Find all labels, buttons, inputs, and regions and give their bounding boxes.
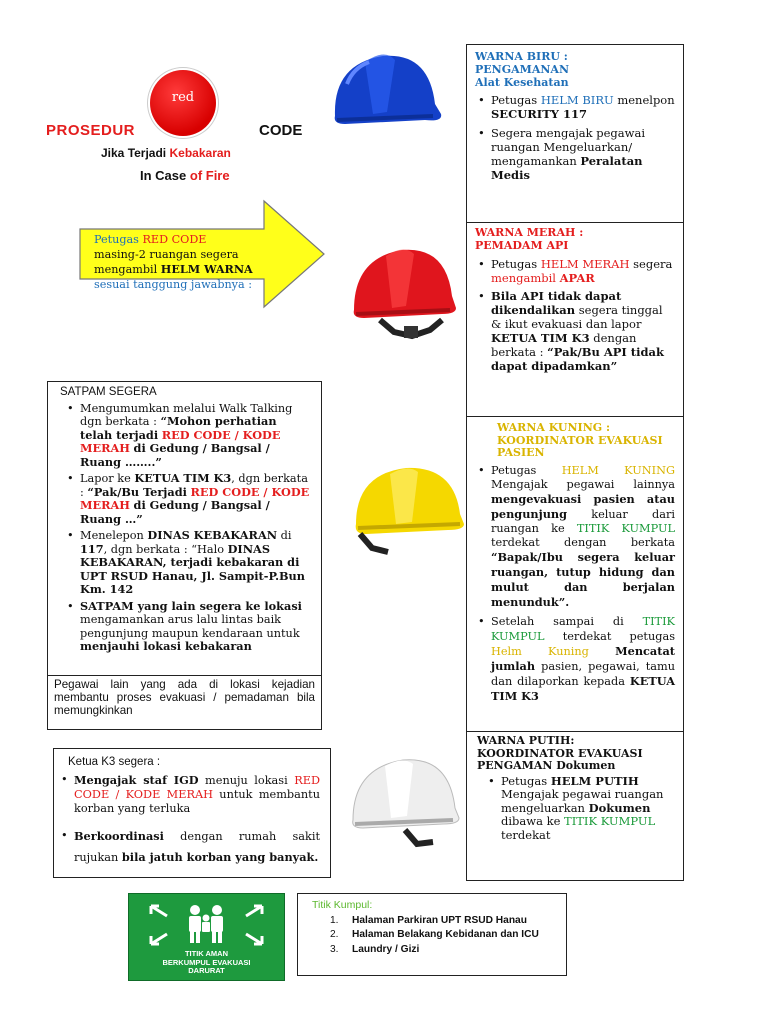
yellow-heading-1: WARNA KUNING :: [497, 421, 611, 434]
titik-kumpul-box: [297, 893, 567, 976]
white-helmet-box: [466, 731, 684, 881]
white-heading-2: KOORDINATOR EVAKUASI: [477, 746, 643, 760]
sign-line-2: BERKUMPUL EVAKUASI: [162, 957, 251, 967]
blue-helmet-icon: [325, 44, 445, 134]
list-item: 1. Halaman Parkiran UPT RSUD Hanau: [330, 914, 527, 926]
list-item: • Petugas HELM BIRU menelpon SECURITY 117: [491, 93, 675, 121]
blue-helmet-box: [466, 44, 684, 224]
red-helmet-icon: [346, 240, 461, 350]
yellow-heading-2: KOORDINATOR EVAKUASI PASIEN: [497, 433, 663, 459]
list-item: • Mengajak staf IGD menuju lokasi RED CODE / KODE MERAH untuk membantu korban yang terluka: [74, 773, 320, 816]
blue-heading-1: WARNA BIRU :: [475, 50, 568, 63]
titik-heading: Titik Kumpul:: [312, 899, 373, 911]
list-item: • Setelah sampai di TITIK KUMPUL terdekat petugas Helm Kuning Mencatat jumlah pasien, pegawai, tamu dan dilaporkan kepada KETUA TIM K3: [491, 615, 675, 704]
title-code: CODE: [259, 122, 303, 139]
list-item: 2. Halaman Belakang Kebidanan dan ICU: [330, 929, 539, 940]
blue-heading-3: Alat Kesehatan: [475, 76, 569, 89]
list-item: • Menelepon DINAS KEBAKARAN di 117, dgn berkata : “Halo DINAS KEBAKARAN, terjadi kebakaran di UPT RSUD Hanau, Jl. Sampit-P.Bun Km. 142: [80, 529, 311, 597]
sign-line-1: TITIK AMAN: [184, 949, 229, 958]
list-item: • Segera mengajak pegawai ruangan Mengeluarkan/ mengamankan Peralatan Medis: [491, 126, 675, 182]
sign-line-3: DARURAT: [188, 966, 225, 975]
yellow-helmet-icon: [350, 462, 468, 562]
yellow-helmet-box: [466, 416, 684, 734]
list-item: • Mengumumkan melalui Walk Talking dgn berkata : “Mohon perhatian telah terjadi RED CODE / KODE MERAH di Gedung / Bangsal / Ruang ……..”: [80, 402, 311, 470]
satpam-heading: SATPAM SEGERA: [60, 386, 157, 398]
list-item: • SATPAM yang lain segera ke lokasi mengamankan arus lalu lintas baik pengunjung maupun kendaraan untuk menjauhi lokasi kebakaran: [80, 600, 311, 654]
title-prosedur: PROSEDUR: [46, 122, 136, 139]
list-item: 3. Laundry / Gizi: [330, 943, 420, 955]
red-badge: [150, 70, 216, 136]
list-item: • Petugas HELM PUTIH Mengajak pegawai ruangan mengeluarkan Dokumen dibawa ke TITIK KUMPUL terdekat: [501, 775, 675, 843]
list-item: • Petugas HELM MERAH segera mengambil APAR: [491, 257, 675, 285]
assembly-people-icon: [129, 896, 284, 950]
list-item: • Lapor ke KETUA TIM K3, dgn berkata : “Pak/Bu Terjadi RED CODE / KODE MERAH di Gedung / Bangsal / Ruang …”: [80, 472, 311, 526]
pegawai-text: Pegawai lain yang ada di lokasi kejadian membantu proses evakuasi / pemadaman bila memungkinkan: [54, 678, 315, 717]
title-subtitle: Jika Terjadi Kebakaran: [101, 146, 231, 160]
list-item: • Petugas HELM KUNING Mengajak pegawai lainnya mengevakuasi pasien atau pengunjung keluar dari ruangan ke TITIK KUMPUL terdekat dengan berkata “Bapak/Ibu segera keluar ruangan, tutup hidung dan mulut dan berjalan menunduk”.: [491, 464, 675, 611]
pegawai-box: [47, 675, 322, 730]
blue-heading-2: PENGAMANAN: [475, 63, 569, 76]
white-helmet-icon: [345, 752, 463, 862]
white-heading-1: WARNA PUTIH:: [477, 734, 575, 747]
list-item: • Berkoordinasi dengan rumah sakit rujukan bila jatuh korban yang banyak.: [74, 826, 320, 868]
assembly-point-sign: [128, 893, 285, 981]
ketua-heading: Ketua K3 segera :: [68, 756, 161, 768]
arrow-text: Petugas RED CODE masing-2 ruangan segera mengambil HELM WARNA sesuai tanggung jawabnya :: [94, 233, 253, 291]
ketua-k3-box: [53, 748, 331, 878]
satpam-box: [47, 381, 322, 677]
title-in-case: In Case of Fire: [140, 168, 230, 183]
list-item: • Bila API tidak dapat dikendalikan segera tinggal & ikut evakuasi dan lapor KETUA TIM K3 dengan berkata : “Pak/Bu API tidak dapat dipadamkan”: [491, 289, 675, 373]
red-helmet-box: [466, 222, 684, 418]
red-heading-2: PEMADAM API: [475, 239, 569, 252]
red-badge-label: red: [171, 90, 195, 105]
red-heading-1: WARNA MERAH :: [475, 226, 584, 239]
titik-list: [306, 915, 558, 957]
white-heading-3: PENGAMAN Dokumen: [477, 759, 616, 772]
